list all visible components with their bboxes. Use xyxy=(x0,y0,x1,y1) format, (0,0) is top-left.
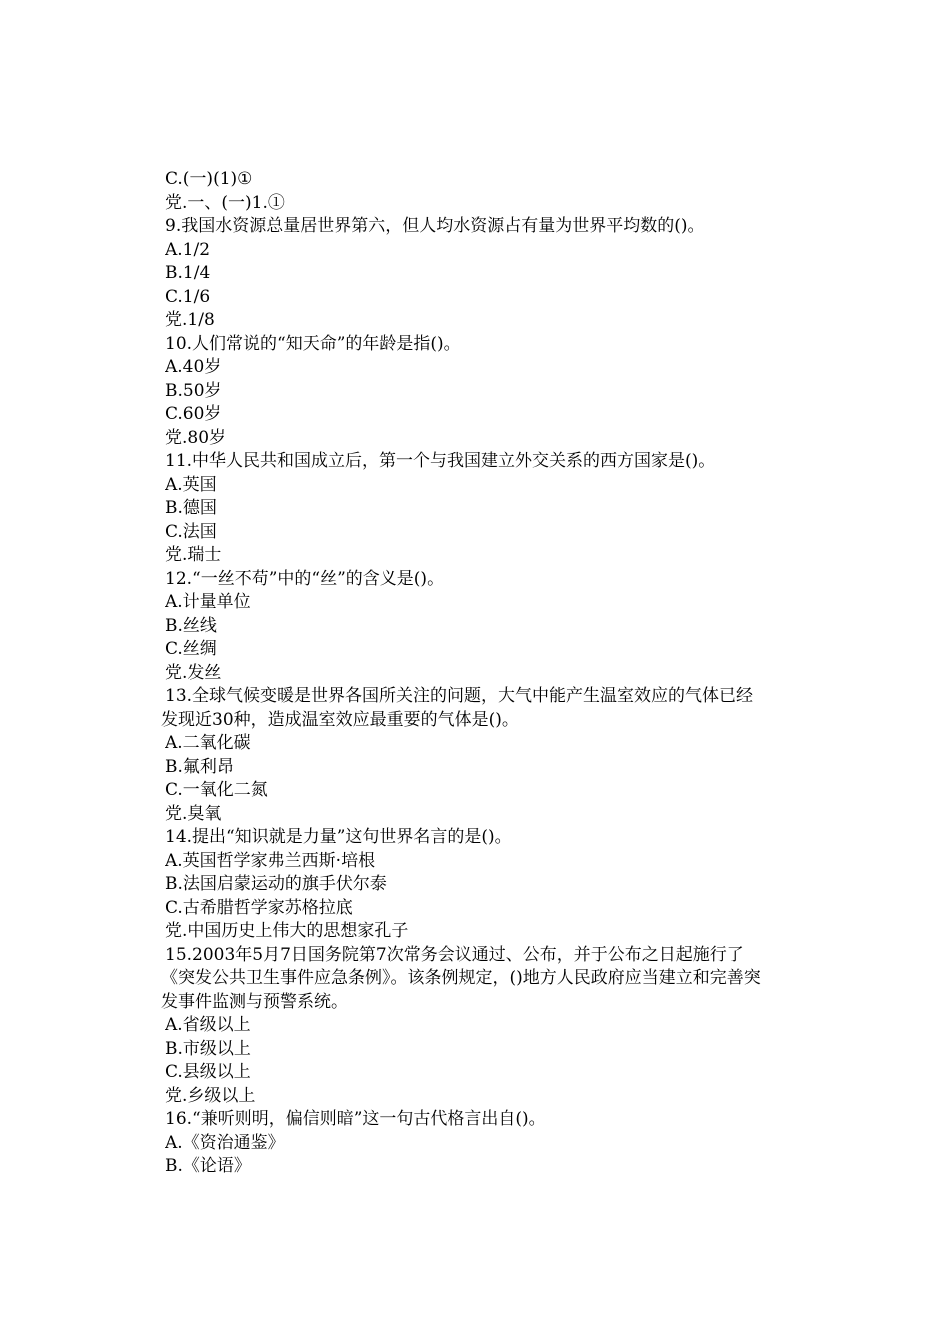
option-line: A.1/2 xyxy=(165,239,211,260)
question-11: 11.中华人民共和国成立后，第一个与我国建立外交关系的西方国家是()。 xyxy=(165,451,716,471)
option-line: C.60岁 xyxy=(165,404,222,424)
question-15-line-3: 发事件监测与预警系统。 xyxy=(161,991,348,1012)
option-line: C.古希腊哲学家苏格拉底 xyxy=(165,897,353,918)
option-line: 党.一、(一)1.① xyxy=(165,192,285,213)
option-line: 党.中国历史上伟大的思想家孔子 xyxy=(165,921,409,941)
option-line: C.法国 xyxy=(165,521,217,542)
option-line: B.德国 xyxy=(165,498,217,518)
option-line: 党.1/8 xyxy=(165,310,215,330)
option-line: A.二氧化碳 xyxy=(165,733,251,753)
option-line: 党.瑞士 xyxy=(165,545,222,565)
option-line: A.《资治通鉴》 xyxy=(165,1132,285,1153)
option-line: A.英国 xyxy=(165,474,217,495)
question-13-line-1: 13.全球气候变暖是世界各国所关注的问题，大气中能产生温室效应的气体已经 xyxy=(165,686,754,706)
option-line: B.法国启蒙运动的旗手伏尔泰 xyxy=(165,874,387,894)
question-16: 16.“兼听则明，偏信则暗”这一句古代格言出自()。 xyxy=(165,1109,546,1129)
option-line: 党.乡级以上 xyxy=(165,1085,256,1106)
option-line: C.一氧化二氮 xyxy=(165,780,268,800)
option-line: A.省级以上 xyxy=(165,1015,251,1035)
question-13 xyxy=(163,685,835,732)
question-12: 12.“一丝不苟”中的“丝”的含义是()。 xyxy=(165,568,445,589)
question-10: 10.人们常说的“知天命”的年龄是指()。 xyxy=(165,333,461,354)
option-line: B.氟利昂 xyxy=(165,756,234,777)
question-13-line-2: 发现近30种，造成温室效应最重要的气体是()。 xyxy=(161,709,519,730)
option-line: A.计量单位 xyxy=(165,592,251,612)
option-line: B.50岁 xyxy=(165,380,222,401)
option-line: C.丝绸 xyxy=(165,639,217,659)
option-line: 党.发丝 xyxy=(165,662,222,683)
option-line: C.县级以上 xyxy=(165,1062,251,1082)
option-line: B.《论语》 xyxy=(165,1156,251,1176)
option-line: B.丝线 xyxy=(165,615,217,636)
question-9: 9.我国水资源总量居世界第六，但人均水资源占有量为世界平均数的()。 xyxy=(165,216,705,236)
option-line: A.英国哲学家弗兰西斯·培根 xyxy=(165,850,376,871)
option-line: A.40岁 xyxy=(165,357,222,377)
option-line: B.市级以上 xyxy=(165,1038,251,1059)
option-line: 党.臭氧 xyxy=(165,803,222,824)
option-line: C.1/6 xyxy=(165,286,211,307)
option-line: 党.80岁 xyxy=(165,427,227,448)
question-15 xyxy=(163,944,835,1015)
option-line: B.1/4 xyxy=(165,263,211,283)
document-body xyxy=(161,168,835,1179)
question-15-line-1: 15.2003年5月7日国务院第7次常务会议通过、公布，并于公布之日起施行了 xyxy=(165,944,744,965)
option-line: C.(一)(1)① xyxy=(165,169,253,189)
question-14: 14.提出“知识就是力量”这句世界名言的是()。 xyxy=(165,827,512,847)
question-15-line-2: 《突发公共卫生事件应急条例》。该条例规定，()地方人民政府应当建立和完善突 xyxy=(161,968,761,988)
